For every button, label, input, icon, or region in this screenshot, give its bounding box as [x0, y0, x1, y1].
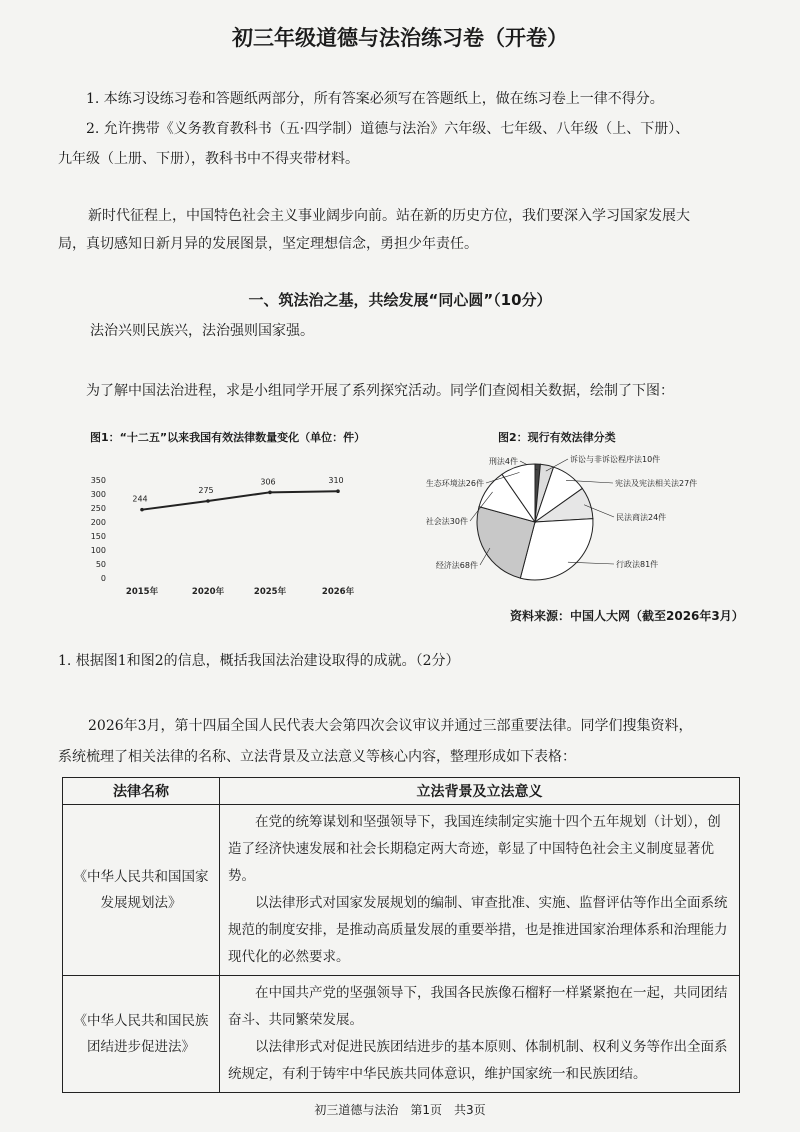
data-source: 资料来源：中国人大网（截至2026年3月）	[510, 609, 744, 623]
figure1-line-chart	[80, 460, 390, 600]
figure2-pie-chart	[420, 450, 750, 590]
data-label: 306	[260, 477, 276, 487]
section-motto: 法治兴则民族兴，法治强则国家强。	[90, 323, 314, 339]
law-name: 《中华人民共和国国家发展规划法》	[63, 805, 220, 976]
y-tick-label: 350	[90, 476, 106, 485]
desc-paragraph: 在中国共产党的坚强领导下，我国各民族像石榴籽一样紧紧抱在一起，共同团结奋斗、共同繁荣发展。	[228, 985, 728, 1028]
y-tick-label: 300	[90, 490, 106, 499]
x-tick-label: 2026年	[321, 587, 355, 597]
slice-label: 社会法30件	[425, 517, 468, 526]
slice-label: 民法商法24件	[616, 513, 667, 522]
y-tick-label: 100	[90, 546, 106, 555]
data-label: 244	[132, 494, 148, 504]
slice-label: 生态环境法26件	[425, 479, 484, 488]
table-row	[63, 805, 740, 976]
section-lead: 为了解中国法治进程，求是小组同学开展了系列探究活动。同学们查阅相关数据，绘制了下图：	[86, 383, 674, 399]
desc-paragraph: 在党的统筹谋划和坚强领导下，我国连续制定实施十四个五年规划（计划），创造了经济快速发展和社会长期稳定两大奇迹，彰显了中国特色社会主义制度显著优势。	[228, 814, 721, 884]
header-background: 立法背景及立法意义	[220, 778, 740, 805]
desc-paragraph: 以法律形式对国家发展规划的编制、审查批准、实施、监督评估等作出全面系统规范的制度安排，是推动高质量发展的重要举措，也是推进国家治理体系和治理能力现代化的必然要求。	[228, 895, 728, 965]
header-law-name: 法律名称	[63, 778, 220, 805]
data-label: 310	[328, 476, 344, 486]
page-footer: 初三道德与法治 第1页 共3页	[314, 1103, 486, 1117]
y-tick-label: 200	[90, 518, 106, 527]
intro-line-1: 新时代征程上，中国特色社会主义事业阔步向前。站在新的历史方位，我们要深入学习国家发展大	[88, 208, 690, 224]
intro-line-2: 局，真切感知日新月异的发展图景，坚定理想信念，勇担少年责任。	[58, 236, 478, 252]
laws-table	[62, 777, 740, 1093]
para2-line-1: 2026年3月，第十四届全国人民代表大会第四次会议审议并通过三部重要法律。同学们搜集资料，	[88, 718, 693, 734]
table-header-row	[63, 778, 740, 805]
page-title: 初三年级道德与法治练习卷（开卷）	[232, 26, 568, 50]
x-tick-label: 2015年	[125, 587, 159, 597]
data-point	[206, 499, 210, 503]
law-name: 《中华人民共和国民族团结进步促进法》	[63, 976, 220, 1093]
y-tick-label: 50	[95, 560, 106, 569]
figure2-title: 图2：现行有效法律分类	[498, 431, 616, 444]
x-tick-label: 2025年	[253, 587, 287, 597]
figure1-title: 图1：“十二五”以来我国有效法律数量变化（单位：件）	[90, 431, 366, 444]
table-row	[63, 976, 740, 1093]
law-description	[220, 805, 740, 976]
x-tick-label: 2020年	[191, 587, 225, 597]
series-line	[142, 491, 338, 509]
para2-line-2: 系统梳理了相关法律的名称、立法背景及立法意义等核心内容，整理形成如下表格：	[58, 749, 576, 765]
slice-label: 经济法68件	[435, 561, 478, 570]
question-1: 1. 根据图1和图2的信息，概括我国法治建设取得的成就。（2分）	[58, 653, 460, 669]
law-description	[220, 976, 740, 1093]
y-tick-label: 250	[90, 504, 106, 513]
slice-label: 刑法4件	[488, 457, 518, 466]
slice-label: 宪法及宪法相关法27件	[615, 479, 698, 488]
slice-label: 诉讼与非诉讼程序法10件	[570, 455, 661, 464]
slice-label: 行政法81件	[616, 560, 659, 569]
data-point	[336, 489, 340, 493]
data-label: 275	[198, 486, 214, 495]
data-point	[140, 508, 144, 512]
y-tick-label: 150	[90, 532, 106, 541]
desc-paragraph: 以法律形式对促进民族团结进步的基本原则、体制机制、权利义务等作出全面系统规定，有利于铸牢中华民族共同体意识，维护国家统一和民族团结。	[228, 1039, 728, 1082]
note-1: 1. 本练习设练习卷和答题纸两部分，所有答案必须写在答题纸上，做在练习卷上一律不得分。	[86, 91, 664, 107]
note-2: 2. 允许携带《义务教育教科书（五·四学制）道德与法治》六年级、七年级、八年级（上、下册）、	[86, 121, 690, 137]
note-2-cont: 九年级（上册、下册），教科书中不得夹带材料。	[58, 151, 359, 167]
data-point	[268, 491, 272, 495]
section-heading: 一、筑法治之基，共绘发展“同心圆”（10分）	[248, 291, 552, 309]
y-tick-label: 0	[100, 574, 106, 583]
